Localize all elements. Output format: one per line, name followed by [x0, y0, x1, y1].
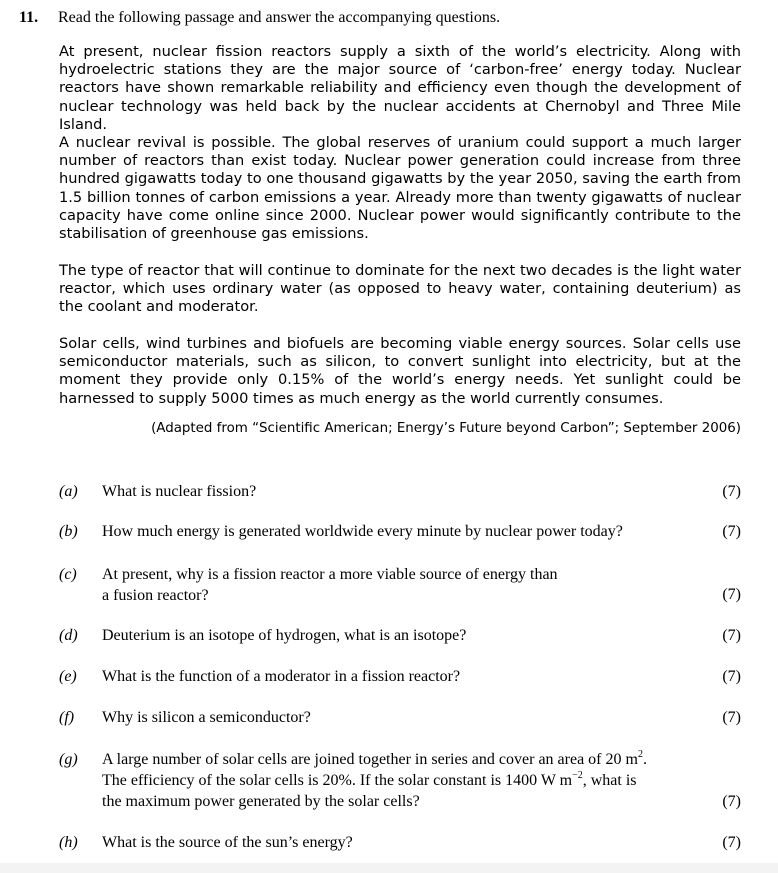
part-label: (a)	[59, 483, 78, 500]
part-text-line: How much energy is generated worldwide every minute by nuclear power today?	[102, 523, 623, 540]
part-text	[102, 707, 714, 728]
passage-paragraph-3: The type of reactor that will continue to dominate for the next two decades is the light water reactor, which uses ordinary water (as opposed to heavy water, containing deuterium) as the coolant and moderator.	[59, 262, 741, 316]
part-text-line: Deuterium is an isotope of hydrogen, what is an isotope?	[102, 627, 467, 644]
part-text-line	[102, 770, 714, 791]
part-marks: (7)	[722, 709, 741, 726]
part-label: (g)	[59, 751, 78, 768]
part-marks: (7)	[722, 586, 741, 603]
part-marks: (7)	[722, 793, 741, 810]
part-text-line: the maximum power generated by the solar cells?	[102, 793, 420, 810]
part-text-line: What is the source of the sun’s energy?	[102, 834, 353, 851]
part-marks: (7)	[722, 834, 741, 851]
superscript: 2	[637, 749, 643, 760]
part-text-line: What is nuclear fission?	[102, 483, 257, 500]
part-text	[102, 749, 714, 812]
part-text	[102, 832, 714, 853]
part-text-segment: A large number of solar cells are joined together in series and cover an area of 20 m	[102, 751, 638, 768]
part-label: (h)	[59, 834, 78, 851]
part-text-segment: The efficiency of the solar cells is 20%. If the solar constant is 1400 W m	[102, 772, 573, 789]
part-marks: (7)	[722, 523, 741, 540]
part-label: (e)	[59, 668, 77, 685]
part-text	[102, 625, 714, 646]
source-citation: (Adapted from “Scientific American; Energy’s Future beyond Carbon”; September 2006)	[151, 421, 741, 436]
passage-block-1	[59, 43, 741, 243]
part-text	[102, 564, 714, 606]
part-text-line: a fusion reactor?	[102, 587, 209, 604]
part-text-line	[102, 749, 714, 770]
part-marks: (7)	[722, 668, 741, 685]
part-text	[102, 481, 714, 502]
part-label: (d)	[59, 627, 78, 644]
part-label: (f)	[59, 709, 75, 726]
passage-block-3	[59, 335, 741, 408]
superscript: −2	[572, 770, 583, 781]
page-bottom-edge	[0, 863, 778, 873]
question-intro: Read the following passage and answer the accompanying questions.	[58, 9, 501, 26]
part-text-segment: .	[642, 751, 647, 768]
part-text-line: At present, why is a fission reactor a more viable source of energy than	[102, 566, 558, 583]
part-label: (c)	[59, 566, 77, 583]
passage-paragraph-2: A nuclear revival is possible. The global reserves of uranium could support a much larger number of reactors than exist today. Nuclear power generation could increase from three hundred gigawatts today to one thousand gigawatts by the year 2050, saving the earth from 1.5 billion tonnes of carbon emissions a year. Already more than twenty gigawatts of nuclear capacity have come online since 2000. Nuclear power would significantly contribute to the stabilisation of greenhouse gas emissions.	[59, 134, 741, 243]
part-label: (b)	[59, 523, 78, 540]
part-text	[102, 521, 714, 542]
part-marks: (7)	[722, 627, 741, 644]
passage-paragraph-1: At present, nuclear fission reactors supply a sixth of the world’s electricity. Along with hydroelectric stations they are the major source of ‘carbon-free’ energy today. Nuclear reactors have shown remarkable reliability and efficiency even though the development of nuclear technology was held back by the nuclear accidents at Chernobyl and Three Mile Island.	[59, 43, 741, 133]
part-text-segment: , what is	[582, 772, 637, 789]
part-marks: (7)	[722, 483, 741, 500]
passage-block-2	[59, 262, 741, 317]
passage-paragraph-4: Solar cells, wind turbines and biofuels are becoming viable energy sources. Solar cells use semiconductor materials, such as silicon, to convert sunlight into electricity, but at the moment they provide only 0.15% of the world’s energy needs. Yet sunlight could be harnessed to supply 5000 times as much energy as the world currently consumes.	[59, 335, 741, 407]
part-text	[102, 666, 714, 687]
question-number: 11.	[19, 9, 39, 26]
part-text-line: What is the function of a moderator in a fission reactor?	[102, 668, 461, 685]
part-text-line: Why is silicon a semiconductor?	[102, 709, 311, 726]
